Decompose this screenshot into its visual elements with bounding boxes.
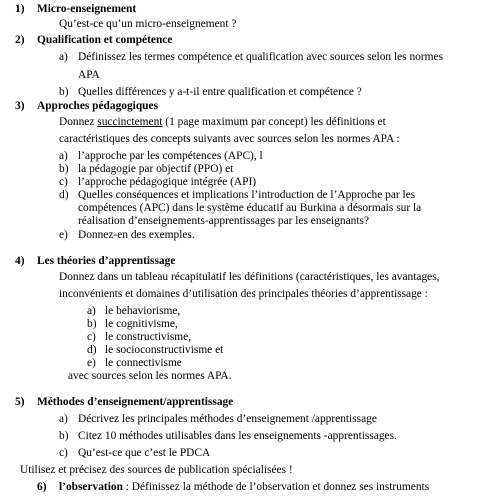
section-4-intro: Donnez dans un tableau récapitulatif les définitions (caractéristiques, les avantages,: [59, 271, 440, 283]
item-marker: e): [87, 357, 96, 369]
item-text: le constructivisme,: [105, 331, 192, 343]
item-marker: b): [59, 163, 69, 175]
item-text: l’approche pédagogique intégrée (API): [78, 176, 257, 188]
section-title: Qualification et compétence: [37, 34, 173, 46]
section-title: l’observation: [59, 481, 123, 493]
item-text: Quelles différences y a-t-il entre qualification et compétence ?: [78, 86, 362, 98]
section-text: : Définissez la méthode de l’observation et donnez ses instruments: [122, 481, 430, 493]
section-3-item-d-cont2: réalisation d’enseignements-apprentissages par les enseignants?: [78, 215, 369, 227]
section-2-item-b: [59, 85, 362, 100]
section-title: Les théories d’apprentissage: [37, 255, 176, 267]
section-5-item-b: [59, 429, 397, 444]
item-text: Donnez-en des exemples.: [78, 229, 195, 241]
section-6-heading: [37, 480, 429, 495]
section-5-footnote: Utilisez et précisez des sources de publication spécialisées !: [20, 464, 293, 476]
item-text: Citez 10 méthodes utilisables dans les enseignements -apprentissages.: [78, 430, 397, 442]
section-2-heading: [15, 33, 172, 48]
item-marker: b): [87, 318, 97, 330]
section-number: 3): [15, 100, 25, 112]
section-3-heading: [15, 99, 158, 114]
section-4-heading: [15, 254, 175, 269]
item-text: le socioconstructivisme et: [105, 344, 224, 356]
section-5-item-a: [59, 412, 377, 427]
section-3-intro: [59, 115, 386, 130]
item-text: Décrivez les principales méthodes d’enseignement /apprentissage: [78, 413, 377, 425]
section-number: 4): [15, 255, 25, 267]
item-marker: a): [87, 305, 96, 317]
section-number: 6): [37, 481, 47, 493]
section-2-item-a: [59, 50, 443, 65]
item-text: le connectivisme: [105, 357, 182, 369]
section-2-item-a-cont: APA: [78, 69, 100, 81]
section-title: Approches pédagogiques: [37, 100, 158, 112]
item-marker: a): [59, 51, 68, 63]
item-text: la pédagogie par objectif (PPO) et: [78, 163, 234, 175]
section-number: 2): [15, 34, 25, 46]
section-3-item-d-cont: compétences (APC) dans le système éducatif au Burkina a désormais sur la: [78, 202, 422, 214]
intro-text: (1 page maximum par concept) les définitions et: [162, 116, 386, 128]
intro-underlined: succinctement: [97, 116, 163, 128]
item-marker: a): [59, 150, 68, 162]
section-3-intro-cont: caractéristiques des concepts suivants avec sources selon les normes APA :: [59, 133, 400, 145]
section-1-heading: [15, 2, 136, 17]
item-text: Définissez les termes compétence et qualification avec sources selon les normes: [78, 51, 443, 63]
section-4-intro-cont: inconvénients et domaines d’utilisation des principales théories d’apprentissage :: [59, 288, 428, 300]
section-title: Méthodes d’enseignement/apprentissage: [37, 396, 234, 408]
item-marker: d): [59, 189, 69, 201]
item-text: l’approche par les compétences (APC), l: [78, 150, 263, 162]
item-marker: b): [59, 86, 69, 98]
item-marker: d): [87, 344, 97, 356]
section-4-outro: avec sources selon les normes APA.: [68, 370, 232, 382]
item-text: Qu’est-ce que c’est le PDCA: [78, 447, 211, 459]
item-marker: c): [59, 176, 68, 188]
section-number: 1): [15, 3, 25, 15]
item-marker: c): [87, 331, 96, 343]
item-marker: e): [59, 229, 68, 241]
section-number: 5): [15, 396, 25, 408]
item-marker: c): [59, 447, 68, 459]
intro-text: Donnez: [59, 116, 98, 128]
item-marker: b): [59, 430, 69, 442]
section-1-question: Qu’est-ce qu’un micro-enseignement ?: [59, 18, 237, 30]
item-text: le behaviorisme,: [105, 305, 181, 317]
item-text: le cognitivisme,: [105, 318, 178, 330]
item-text: Quelles conséquences et implications l’introduction de l’Approche par les: [78, 189, 416, 201]
item-marker: a): [59, 413, 68, 425]
section-5-item-c: [59, 446, 210, 461]
section-3-item-e: [59, 228, 195, 243]
section-title: Micro-enseignement: [37, 3, 137, 15]
section-5-heading: [15, 395, 233, 410]
